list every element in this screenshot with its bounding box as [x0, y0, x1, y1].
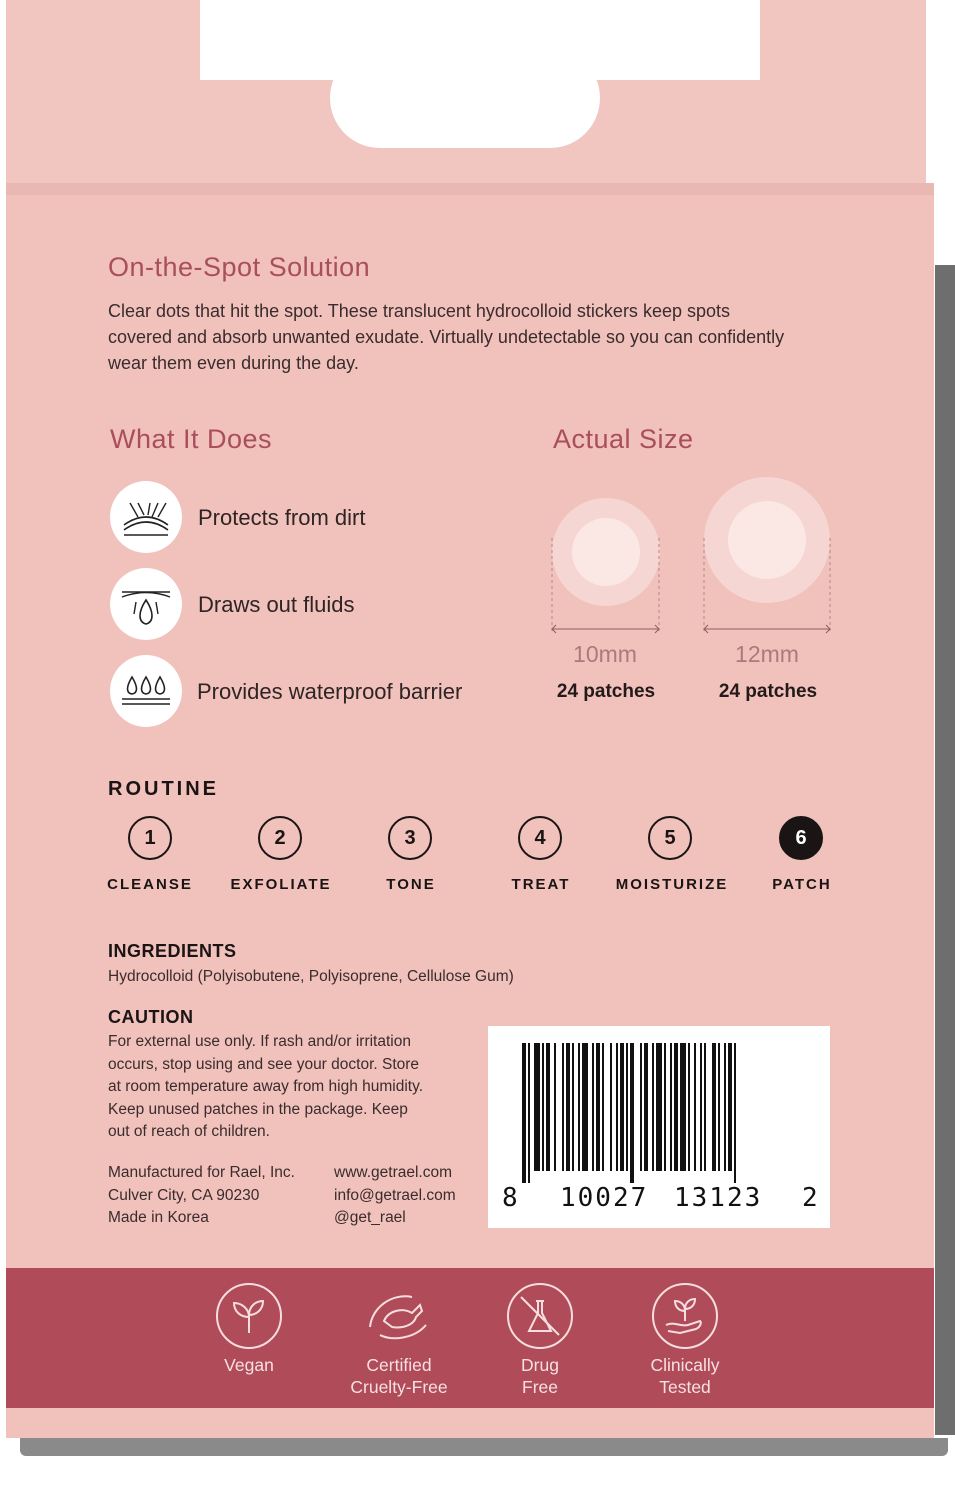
badge-label-line: Vegan	[224, 1355, 274, 1375]
badge-label-line: Clinically	[650, 1355, 720, 1375]
barcode-bar	[534, 1043, 540, 1171]
caution-line: at room temperature away from high humidity.	[108, 1078, 424, 1095]
actual-size-title: Actual Size	[553, 424, 694, 454]
size-label: 10mm	[573, 641, 637, 667]
contact-line: info@getrael.com	[334, 1186, 456, 1204]
barcode-bar	[626, 1043, 628, 1171]
barcode-bar	[704, 1043, 706, 1171]
badge-label	[174, 1354, 324, 1376]
barcode-digit: 8	[502, 1183, 518, 1213]
what-it-does-title: What It Does	[110, 424, 273, 454]
barcode-bar	[728, 1043, 732, 1171]
intro-line: covered and absorb unwanted exudate. Virtually undetectable so you can confidently	[108, 327, 785, 347]
routine-step-label: EXFOLIATE	[230, 876, 332, 893]
barcode-bar	[640, 1043, 642, 1171]
leaping-bunny-icon	[362, 1283, 428, 1349]
barcode-bar	[596, 1043, 600, 1171]
barcode-digit: 2	[802, 1183, 818, 1213]
barcode-bar	[718, 1043, 720, 1171]
droplet-draw-icon	[110, 568, 182, 640]
box-shadow-bottom	[20, 1438, 948, 1456]
badge-label-line: Drug	[521, 1355, 559, 1375]
barcode-bar	[664, 1043, 666, 1171]
barcode-bar	[644, 1043, 648, 1171]
barcode-bar	[602, 1043, 604, 1171]
manufacturer-info	[108, 1162, 295, 1230]
routine-step-label: CLEANSE	[107, 876, 193, 893]
routine-step-number: 1	[128, 816, 172, 860]
caution-title: CAUTION	[108, 1007, 194, 1027]
barcode-bar	[616, 1043, 618, 1171]
intro-title: On-the-Spot Solution	[108, 252, 371, 282]
badge-label-line: Tested	[659, 1377, 711, 1397]
patch-count: 24 patches	[556, 681, 656, 702]
caution-line: occurs, stop using and see your doctor. Store	[108, 1055, 420, 1073]
barcode-bar	[724, 1043, 726, 1171]
routine-step-number: 4	[518, 816, 562, 860]
size-label: 12mm	[735, 641, 799, 667]
no-drug-flask-icon	[507, 1283, 573, 1349]
water-drops-icon	[110, 655, 182, 727]
intro-line: Clear dots that hit the spot. These translucent hydrocolloid stickers keep spots	[108, 301, 730, 321]
routine-title: ROUTINE	[108, 778, 219, 800]
caution-text	[108, 1031, 423, 1144]
badge-label	[324, 1354, 474, 1398]
barcode-bar	[566, 1043, 570, 1171]
barcode-bar	[546, 1043, 550, 1171]
barcode-bar	[582, 1043, 588, 1171]
ingredients-text: Hydrocolloid (Polyisobutene, Polyisoprene, Cellulose Gum)	[108, 968, 514, 985]
barcode-bar	[562, 1043, 564, 1171]
caution-line: Keep unused patches in the package. Keep	[108, 1100, 408, 1118]
barcode-bar	[688, 1043, 690, 1171]
badge-label-line: Free	[522, 1377, 558, 1397]
badge-label	[610, 1354, 760, 1398]
barcode-bar	[674, 1043, 678, 1171]
barcode-bar	[554, 1043, 556, 1171]
caution-line: For external use only. If rash and/or irritation	[108, 1033, 411, 1050]
manufacturer-line: Culver City, CA 90230	[108, 1186, 260, 1204]
leaf-sprout-icon	[216, 1283, 282, 1349]
feature-label: Provides waterproof barrier	[197, 679, 463, 704]
routine-step-label: TREAT	[511, 876, 571, 893]
contact-info	[334, 1162, 456, 1230]
barcode-bar	[700, 1043, 702, 1171]
contact-line: www.getrael.com	[334, 1164, 453, 1181]
barcode-bar	[670, 1043, 672, 1171]
barcode-bars	[522, 1043, 812, 1183]
badge-label	[465, 1354, 615, 1398]
barcode-bar	[652, 1043, 654, 1171]
barcode-bar	[592, 1043, 594, 1171]
size-dimension-lines	[548, 530, 838, 640]
badge-label-line: Certified	[366, 1355, 432, 1375]
barcode-bar	[630, 1043, 634, 1183]
barcode-bar	[694, 1043, 696, 1171]
barcode-bar	[578, 1043, 580, 1171]
intro-line: wear them even during the day.	[108, 353, 359, 373]
shield-layer-icon	[110, 481, 182, 553]
intro-text	[108, 298, 784, 376]
patch-count: 24 patches	[718, 681, 818, 702]
barcode-bar	[734, 1043, 736, 1183]
badge-label-line: Cruelty-Free	[350, 1377, 448, 1397]
barcode-bar	[620, 1043, 624, 1171]
hand-plant-icon	[652, 1283, 718, 1349]
barcode-digit: 13123	[674, 1183, 763, 1213]
routine-step-number: 3	[388, 816, 432, 860]
barcode-bar	[712, 1043, 716, 1171]
contact-line: @get_rael	[334, 1209, 406, 1226]
barcode-bar	[610, 1043, 612, 1171]
barcode-bar	[528, 1043, 530, 1183]
barcode-bar	[680, 1043, 686, 1171]
barcode-digit: 10027	[560, 1183, 649, 1213]
routine-step-label: MOISTURIZE	[615, 876, 729, 893]
routine-step-number: 5	[648, 816, 692, 860]
barcode-bar	[522, 1043, 526, 1183]
ingredients-title: INGREDIENTS	[108, 941, 237, 961]
feature-label: Draws out fluids	[198, 592, 355, 617]
feature-label: Protects from dirt	[198, 505, 366, 530]
barcode-bar	[542, 1043, 544, 1171]
routine-step-label: PATCH	[772, 876, 832, 893]
hang-hole-top	[420, 40, 510, 130]
routine-step-label: TONE	[386, 876, 436, 893]
manufacturer-line: Made in Korea	[108, 1209, 209, 1226]
manufacturer-line: Manufactured for Rael, Inc.	[108, 1164, 295, 1181]
box-fold-edge	[6, 183, 934, 195]
barcode-bar	[572, 1043, 574, 1171]
routine-step-number-active: 6	[779, 816, 823, 860]
box-shadow	[935, 265, 955, 1435]
routine-step-number: 2	[258, 816, 302, 860]
barcode-bar	[656, 1043, 662, 1171]
caution-line: out of reach of children.	[108, 1123, 270, 1140]
